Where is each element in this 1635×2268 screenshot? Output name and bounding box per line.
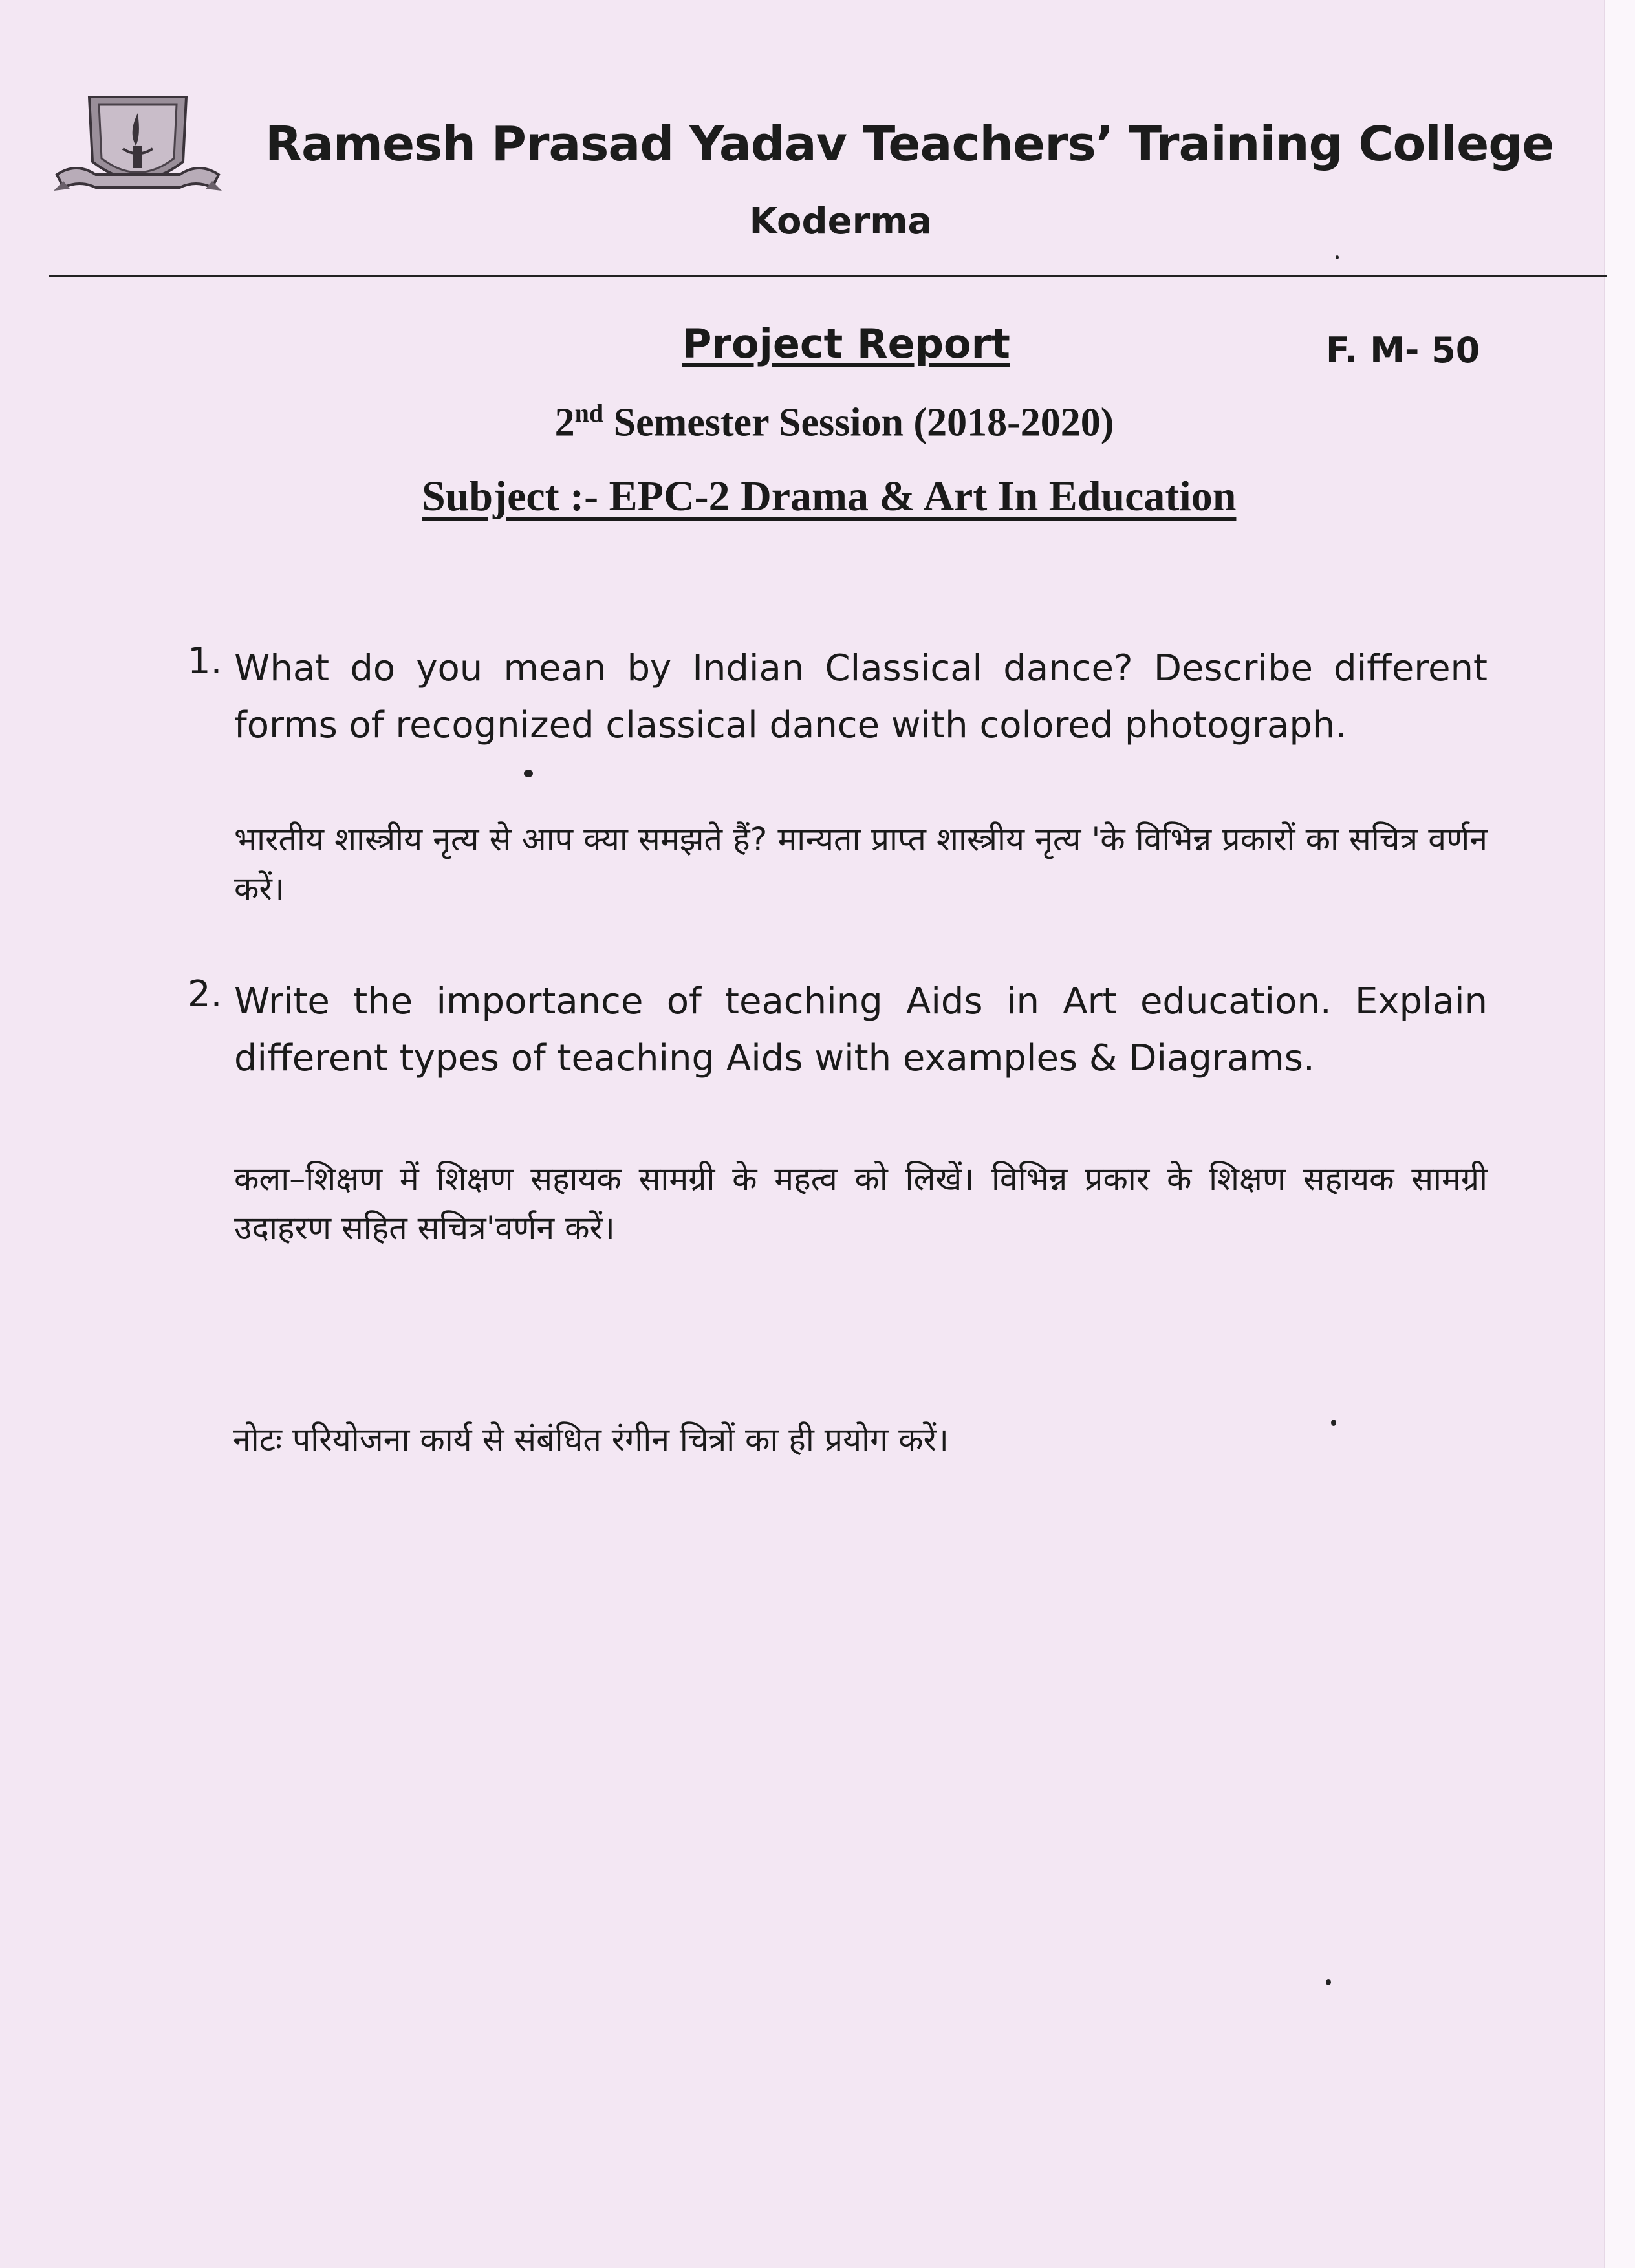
- report-title: Project Report: [682, 320, 1010, 367]
- question-text-hindi: भारतीय शास्त्रीय नृत्य से आप क्या समझते हैं? मान्यता प्राप्त शास्त्रीय नृत्य 'के विभिन्न प्रकारों का सचित्र वर्णन करें।: [234, 821, 1488, 907]
- scan-speck: [1336, 255, 1339, 259]
- scan-speck: [1326, 1979, 1331, 1985]
- full-marks: F. M- 50: [1326, 330, 1480, 371]
- question-number: 2.: [188, 973, 222, 1015]
- question-number: 1.: [188, 640, 222, 682]
- college-emblem-icon: [50, 84, 225, 213]
- college-name: Ramesh Prasad Yadav Teachers’ Training College: [265, 116, 1554, 172]
- question-text-english: What do you mean by Indian Classical dance? Describe different forms of recognized classical dance with colored photograph.: [234, 647, 1488, 746]
- semester-session: [0, 398, 1635, 446]
- scan-speck: [524, 770, 533, 777]
- semester-ordinal: 2: [554, 400, 575, 445]
- header-divider: [49, 275, 1607, 277]
- subject-line: Subject :- EPC-2 Drama & Art In Education: [422, 473, 1237, 520]
- question-text-hindi: कला–शिक्षण में शिक्षण सहायक सामग्री के महत्व को लिखें। विभिन्न प्रकार के शिक्षण सहायक सामग्री उदाहरण सहित सचित्र'वर्णन करें।: [234, 1160, 1488, 1247]
- scan-speck: [1331, 1420, 1336, 1426]
- college-location: Koderma: [749, 200, 933, 243]
- semester-text: Semester Session (2018-2020): [603, 400, 1114, 445]
- page-edge: [1604, 0, 1635, 2268]
- note: नोटः परियोजना कार्य से संबंधित रंगीन चित्रों का ही प्रयोग करें।: [233, 1421, 949, 1458]
- question-text-english: Write the importance of teaching Aids in Art education. Explain different types of teaching Aids with examples & Diagrams.: [234, 980, 1488, 1079]
- semester-ordinal-suffix: nd: [574, 398, 604, 427]
